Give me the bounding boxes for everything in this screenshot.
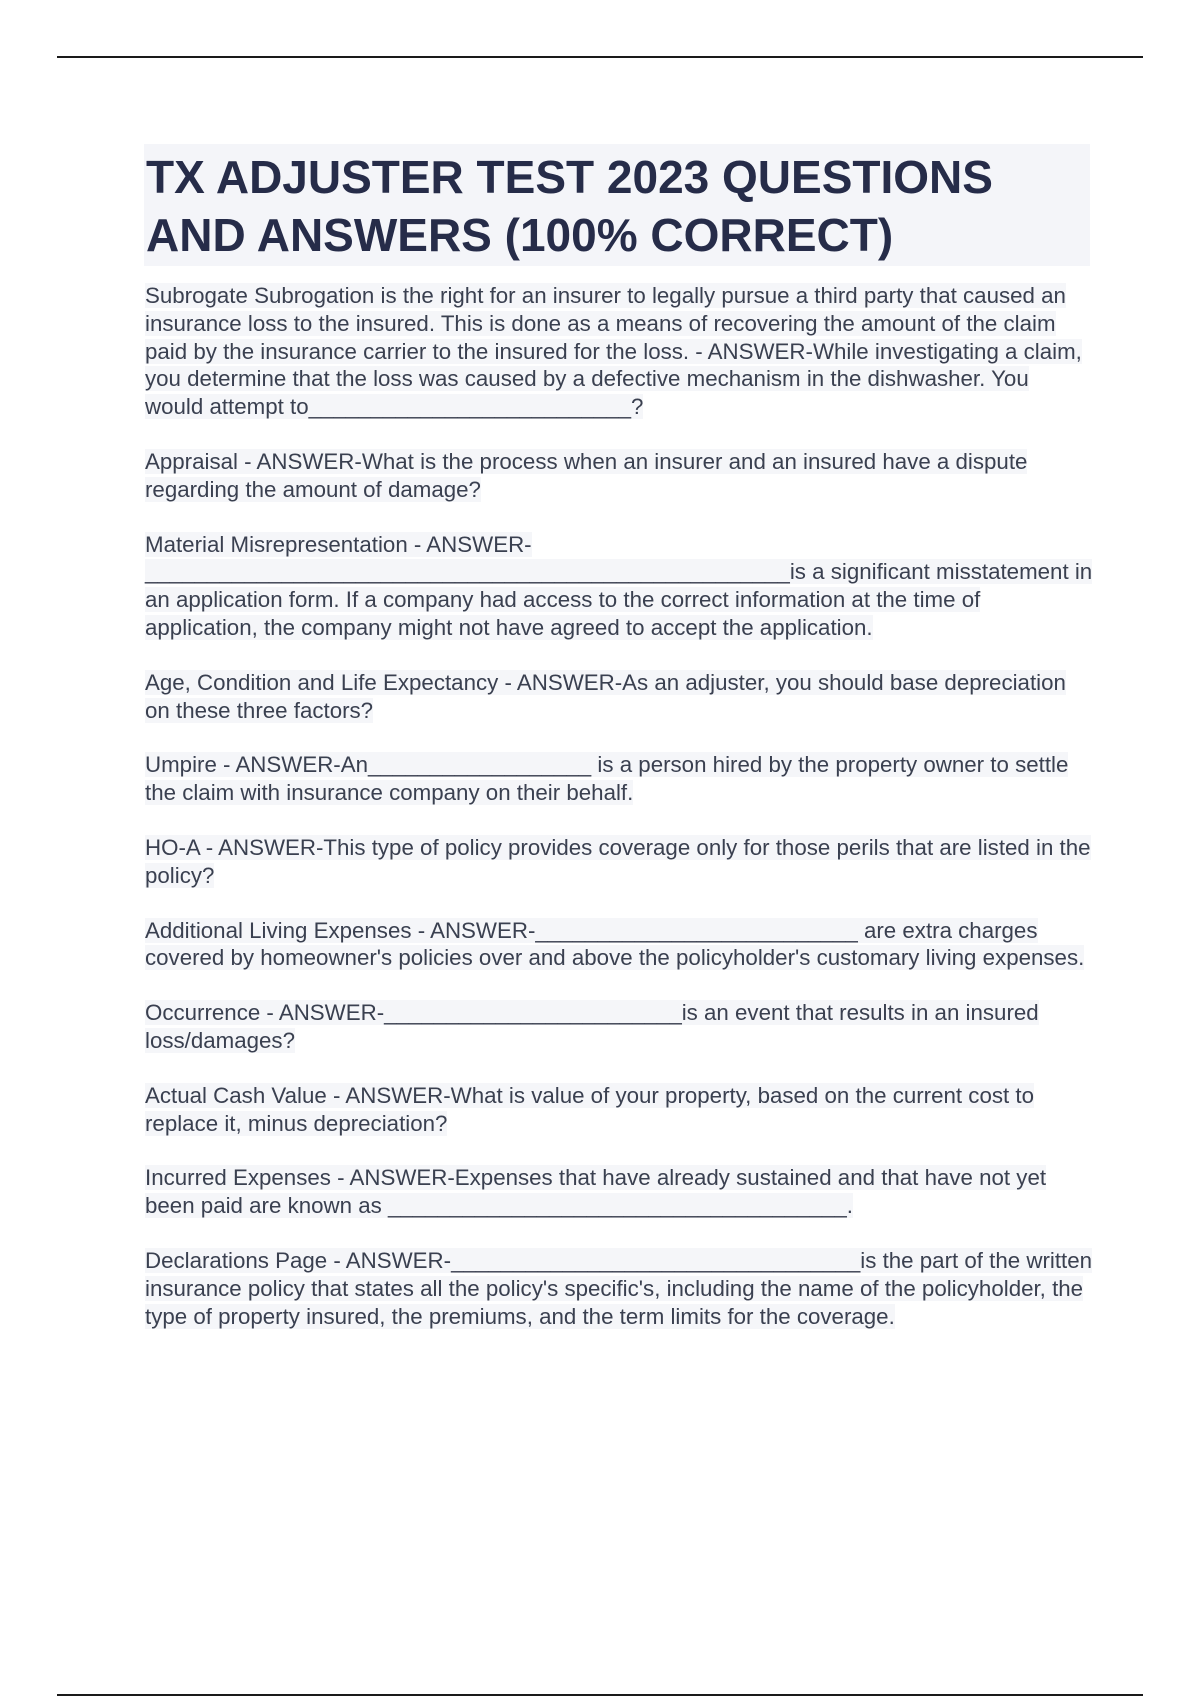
qa-list: [145, 282, 1093, 1357]
qa-item-declarations-page: [145, 1247, 1093, 1330]
qa-text: Occurrence - ANSWER-________________________is an event that results in an insured loss/damages?: [145, 1000, 1039, 1053]
qa-item-occurrence: [145, 999, 1093, 1055]
qa-text: Declarations Page - ANSWER-_________________________________is the part of the written insurance policy that states all the policy's specific's, including the name of the policyholder, the type of property insured, the premiums, and the term limits for the coverage.: [145, 1247, 1093, 1329]
qa-text: Appraisal - ANSWER-What is the process when an insurer and an insured have a dispute regarding the amount of damage?: [145, 448, 1028, 502]
bottom-rule: [57, 1694, 1143, 1696]
qa-item-subrogate: [145, 282, 1093, 421]
qa-text: Umpire - ANSWER-An__________________ is a person hired by the property owner to settle the claim with insurance company on their behalf.: [145, 752, 1069, 806]
qa-text: Material Misrepresentation - ANSWER-____________________________________________________is a significant misstatement in an application form. If a company had access to the correct information at the time of application, the company might not have agreed to accept the application.: [145, 531, 1093, 640]
qa-item-ho-a: [145, 834, 1093, 890]
title-block: [144, 144, 1090, 266]
qa-item-additional-living-expenses: [145, 917, 1093, 973]
qa-item-appraisal: [145, 448, 1093, 504]
qa-item-incurred-expenses: [145, 1164, 1093, 1220]
qa-text: Incurred Expenses - ANSWER-Expenses that have already sustained and that have not yet been paid are known as _____________________________________.: [145, 1165, 1047, 1219]
qa-item-umpire: [145, 751, 1093, 807]
qa-item-actual-cash-value: [145, 1082, 1093, 1138]
document-title: TX ADJUSTER TEST 2023 QUESTIONS AND ANSWERS (100% CORRECT): [146, 151, 993, 261]
qa-item-material-misrepresentation: [145, 531, 1093, 642]
qa-text: HO-A - ANSWER-This type of policy provides coverage only for those perils that are listed in the policy?: [145, 834, 1091, 888]
qa-item-depreciation-factors: [145, 669, 1093, 725]
top-rule: [57, 56, 1143, 58]
qa-text: Subrogate Subrogation is the right for an insurer to legally pursue a third party that caused an insurance loss to the insured. This is done as a means of recovering the amount of the claim paid by the insurance carrier to the insured for the loss. - ANSWER-While investigating a claim, you determine that the loss was caused by a defective mechanism in the dishwasher. You would attempt to__________________________?: [145, 283, 1082, 420]
qa-text: Actual Cash Value - ANSWER-What is value of your property, based on the current cost to replace it, minus depreciation?: [145, 1082, 1034, 1136]
qa-text: Age, Condition and Life Expectancy - ANSWER-As an adjuster, you should base depreciation on these three factors?: [145, 669, 1066, 723]
qa-text: Additional Living Expenses - ANSWER-__________________________ are extra charges covered by homeowner's policies over and above the policyholder's customary living expenses.: [145, 917, 1085, 971]
